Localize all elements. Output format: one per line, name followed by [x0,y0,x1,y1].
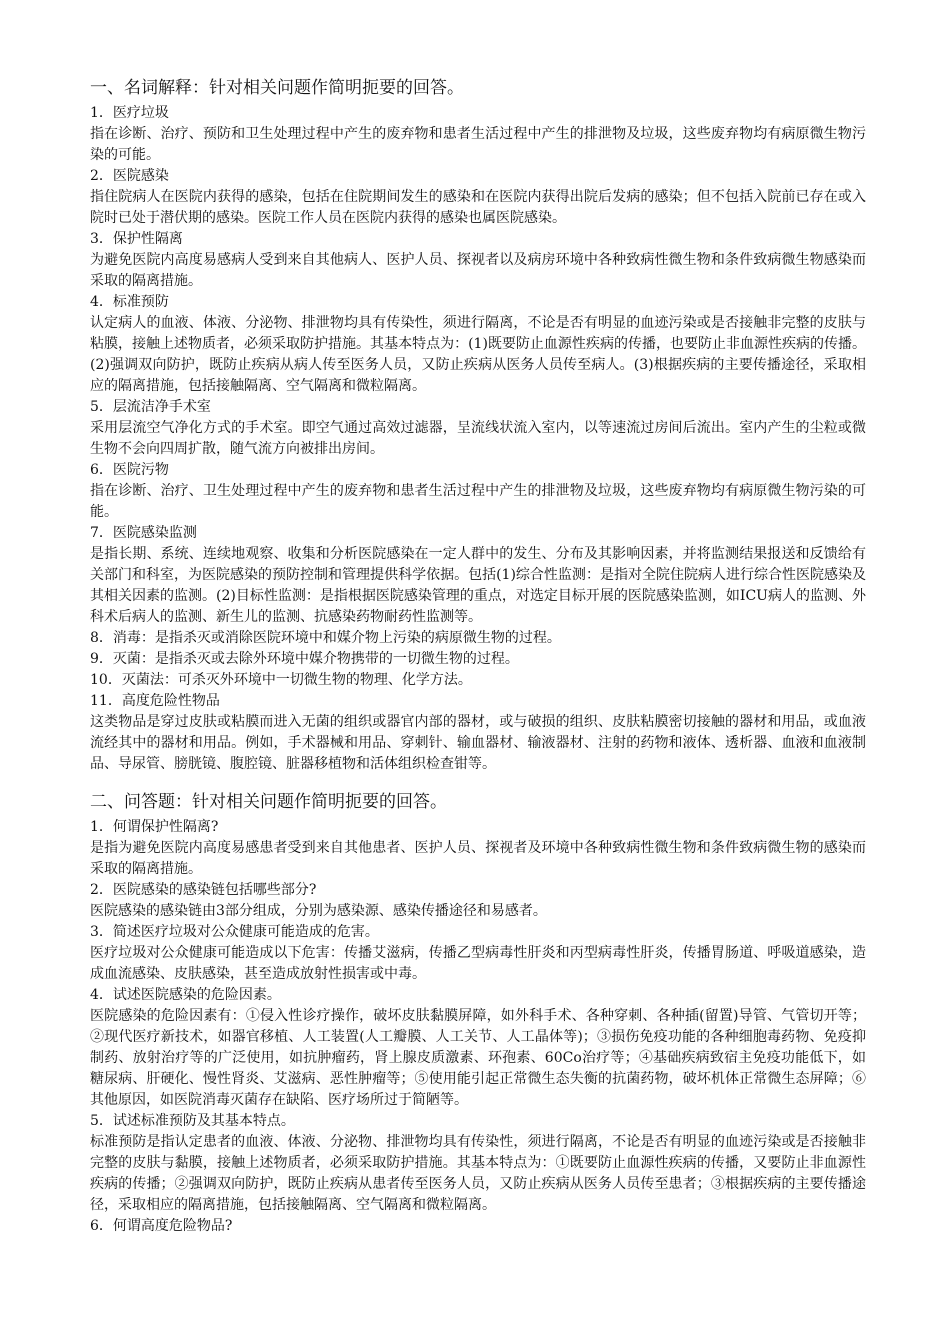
document-page [90,76,866,1237]
section-spacer [90,775,866,790]
term-4-title: 4．标准预防 [90,294,169,310]
term-11-title: 11．高度危险性物品 [90,693,220,709]
section-1 [90,76,866,775]
question-2: 2．医院感染的感染链包括哪些部分? [90,882,317,898]
answer-3: 医疗垃圾对公众健康可能造成以下危害：传播艾滋病，传播乙型病毒性肝炎和丙型病毒性肝炎，传播胃肠道、呼吸道感染，造成血流感染、皮肤感染，甚至造成放射性损害或中毒。 [90,945,866,982]
term-1-title: 1．医疗垃圾 [90,105,169,121]
term-7-definition: 是指长期、系统、连续地观察、收集和分析医院感染在一定人群中的发生、分布及其影响因素，并将监测结果报送和反馈给有关部门和科室，为医院感染的预防控制和管理提供科学依据。包括(1)综合性监测：是指对全院住院病人进行综合性医院感染及其相关因素的监测。(2)目标性监测：是指根据医院感染管理的重点，对选定目标开展的医院感染监测，如ICU病人的监测、外科术后病人的监测、新生儿的监测、抗感染药物耐药性监测等。 [90,546,866,625]
term-8-line: 8．消毒：是指杀灭或消除医院环境中和媒介物上污染的病原微生物的过程。 [90,630,561,646]
section-2 [90,790,866,1237]
term-9-line: 9．灭菌：是指杀灭或去除外环境中媒介物携带的一切微生物的过程。 [90,651,519,667]
term-10-line: 10．灭菌法：可杀灭外环境中一切微生物的物理、化学方法。 [90,672,472,688]
answer-4: 医院感染的危险因素有：①侵入性诊疗操作，破坏皮肤黏膜屏障，如外科手术、各种穿刺、各种插(留置)导管、气管切开等；②现代医疗新技术，如器官移植、人工装置(人工瓣膜、人工关节、人工晶体等)；③损伤免疫功能的各种细胞毒药物、免疫抑制药、放射治疗等的广泛使用，如抗肿瘤药，肾上腺皮质激素、环孢素、60Co治疗等；④基础疾病致宿主免疫功能低下，如糖尿病、肝硬化、慢性肾炎、艾滋病、恶性肿瘤等；⑤使用能引起正常微生态失衡的抗菌药物，破坏机体正常微生态屏障；⑥其他原因，如医院消毒灭菌存在缺陷、医疗场所过于简陋等。 [90,1008,866,1108]
term-7-title: 7．医院感染监测 [90,525,197,541]
term-6-title: 6．医院污物 [90,462,169,478]
answer-2: 医院感染的感染链由3部分组成，分别为感染源、感染传播途径和易感者。 [90,903,547,919]
term-5-title: 5．层流洁净手术室 [90,399,211,415]
section-1-title: 一、名词解释：针对相关问题作简明扼要的回答。 [90,78,464,98]
term-2-definition: 指住院病人在医院内获得的感染，包括在住院期间发生的感染和在医院内获得出院后发病的感染；但不包括入院前已存在或入院时已处于潜伏期的感染。医院工作人员在医院内获得的感染也属医院感染。 [90,189,866,226]
term-3-title: 3．保护性隔离 [90,231,183,247]
question-3: 3．简述医疗垃圾对公众健康可能造成的危害。 [90,924,379,940]
term-4-definition: 认定病人的血液、体液、分泌物、排泄物均具有传染性，须进行隔离，不论是否有明显的血迹污染或是否接触非完整的皮肤与粘膜，接触上述物质者，必须采取防护措施。其基本特点为：(1)既要防止血源性疾病的传播，也要防止非血源性疾病的传播。(2)强调双向防护，既防止疾病从病人传至医务人员，又防止疾病从医务人员传至病人。(3)根据疾病的主要传播途径，采取相应的隔离措施，包括接触隔离、空气隔离和微粒隔离。 [90,315,866,394]
term-6-definition: 指在诊断、治疗、卫生处理过程中产生的废弃物和患者生活过程中产生的排泄物及垃圾，这些废弃物均有病原微生物污染的可能。 [90,483,866,520]
term-1-definition: 指在诊断、治疗、预防和卫生处理过程中产生的废弃物和患者生活过程中产生的排泄物及垃圾，这些废弃物均有病原微生物污染的可能。 [90,126,866,163]
section-2-title: 二、问答题：针对相关问题作简明扼要的回答。 [90,792,447,812]
term-5-definition: 采用层流空气净化方式的手术室。即空气通过高效过滤器，呈流线状流入室内，以等速流过房间后流出。室内产生的尘粒或微生物不会向四周扩散，随气流方向被排出房间。 [90,420,866,457]
question-5: 5．试述标准预防及其基本特点。 [90,1113,295,1129]
answer-5: 标准预防是指认定患者的血液、体液、分泌物、排泄物均具有传染性，须进行隔离，不论是否有明显的血迹污染或是否接触非完整的皮肤与黏膜，接触上述物质者，必须采取防护措施。其基本特点为：①既要防止血源性疾病的传播，又要防止非血源性疾病的传播；②强调双向防护，既防止疾病从患者传至医务人员，又防止疾病从医务人员传至患者；③根据疾病的主要传播途径，采取相应的隔离措施，包括接触隔离、空气隔离和微粒隔离。 [90,1134,866,1213]
term-3-definition: 为避免医院内高度易感病人受到来自其他病人、医护人员、探视者以及病房环境中各种致病性微生物和条件致病微生物感染而采取的隔离措施。 [90,252,866,289]
question-4: 4．试述医院感染的危险因素。 [90,987,281,1003]
question-6: 6．何谓高度危险物品? [90,1218,233,1234]
term-11-definition: 这类物品是穿过皮肤或粘膜而进入无菌的组织或器官内部的器材，或与破损的组织、皮肤粘膜密切接触的器材和用品，或血液流经其中的器材和用品。例如，手术器械和用品、穿刺针、输血器材、输液器材、注射的药物和液体、透析器、血液和血液制品、导尿管、膀胱镜、腹腔镜、脏器移植物和活体组织检查钳等。 [90,714,866,772]
answer-1: 是指为避免医院内高度易感患者受到来自其他患者、医护人员、探视者及环境中各种致病性微生物和条件致病微生物的感染而采取的隔离措施。 [90,840,866,877]
question-1: 1．何谓保护性隔离? [90,819,219,835]
term-2-title: 2．医院感染 [90,168,169,184]
